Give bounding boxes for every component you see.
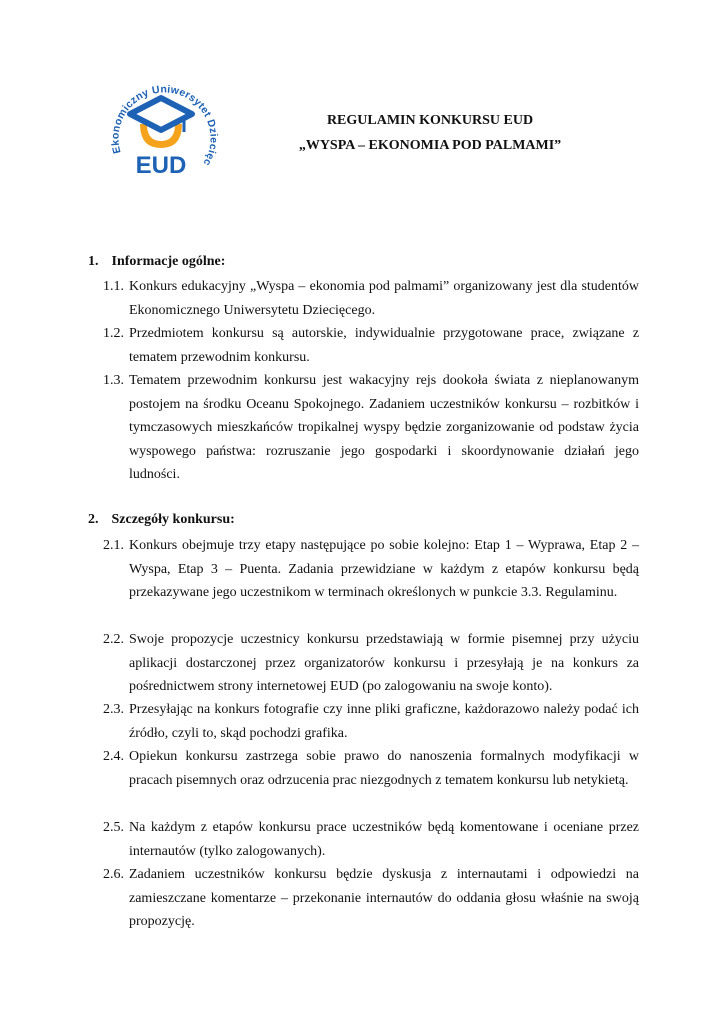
- item-number: 2.2.: [103, 632, 124, 647]
- eud-logo: [100, 70, 222, 186]
- list-item: [103, 369, 639, 487]
- item-number: 2.3.: [103, 702, 124, 717]
- document-header: [230, 108, 630, 158]
- item-text: Konkurs obejmuje trzy etapy następujące po sobie kolejno: Etap 1 – Wyprawa, Etap 2 – Wyspa, Etap 3 – Puenta. Zadania przewidziane w każdym z etapów konkursu będą przekazywane jego uczestnikom w terminach określonych w punkcie 3.3. Regulaminu.: [129, 538, 639, 600]
- list-item: [103, 322, 639, 369]
- item-number: 2.5.: [103, 820, 124, 835]
- section-number: 2.: [88, 512, 99, 527]
- item-text: Przesyłając na konkurs fotografie czy inne pliki graficzne, każdorazowo należy podać ich źródło, czyli to, skąd pochodzi grafika.: [129, 702, 639, 741]
- item-number: 1.1.: [103, 279, 124, 294]
- section-number: 1.: [88, 254, 99, 269]
- item-text: Na każdym z etapów konkursu prace uczestników będą komentowane i oceniane przez internautów (tylko zalogowanych).: [129, 820, 639, 859]
- list-item: [103, 275, 639, 322]
- list-item: [103, 534, 639, 605]
- item-number: 1.2.: [103, 326, 124, 341]
- item-text: Tematem przewodnim konkursu jest wakacyjny rejs dookoła świata z nieplanowanym postojem na środku Oceanu Spokojnego. Zadaniem uczestników konkursu – rozbitków i tymczasowych mieszkańców tropikalnej wyspy będzie zorganizowanie od podstaw życia wyspowego państwa: rozruszanie jego gospodarki i skoordynowanie działań jego ludności.: [129, 373, 639, 482]
- item-text: Konkurs edukacyjny „Wyspa – ekonomia pod palmami” organizowany jest dla studentów Ekonomicznego Uniwersytetu Dziecięcego.: [129, 279, 639, 318]
- list-item: [103, 816, 639, 863]
- section-heading: [88, 512, 235, 528]
- section-heading: [88, 254, 225, 270]
- document-title: REGULAMIN KONKURSU EUD: [326, 113, 534, 128]
- item-number: 2.6.: [103, 867, 124, 882]
- list-item: [103, 745, 639, 792]
- document-subtitle: „WYSPA – EKONOMIA POD PALMAMI”: [298, 138, 562, 153]
- item-text: Swoje propozycje uczestnicy konkursu przedstawiają w formie pisemnej przy użyciu aplikacji dostarczonej przez organizatorów konkursu i przesyłają je na konkurs za pośrednictwem strony internetowej EUD (po zalogowaniu na swoje konto).: [129, 632, 639, 694]
- item-number: 1.3.: [103, 373, 124, 388]
- item-text: Przedmiotem konkursu są autorskie, indywidualnie przygotowane prace, związane z tematem przewodnim konkursu.: [129, 326, 639, 365]
- list-item: [103, 863, 639, 934]
- item-number: 2.4.: [103, 749, 124, 764]
- section-title: Informacje ogólne:: [111, 254, 226, 269]
- logo-ring-text: Ekonomiczny Uniwersytet Dziecięc: [109, 83, 220, 168]
- item-text: Opiekun konkursu zastrzega sobie prawo do nanoszenia formalnych modyfikacji w pracach pisemnych oraz odrzucenia prac niezgodnych z tematem konkursu lub netykietą.: [129, 749, 639, 788]
- item-number: 2.1.: [103, 538, 124, 553]
- item-text: Zadaniem uczestników konkursu będzie dyskusja z internautami i odpowiedzi na zamieszczane komentarze – przekonanie internautów do oddania głosu właśnie na swoją propozycję.: [129, 867, 639, 929]
- eud-logo-graphic: [100, 70, 222, 186]
- list-item: [103, 698, 639, 745]
- section-title: Szczegóły konkursu:: [111, 512, 235, 527]
- logo-acronym: EUD: [135, 152, 187, 179]
- list-item: [103, 628, 639, 699]
